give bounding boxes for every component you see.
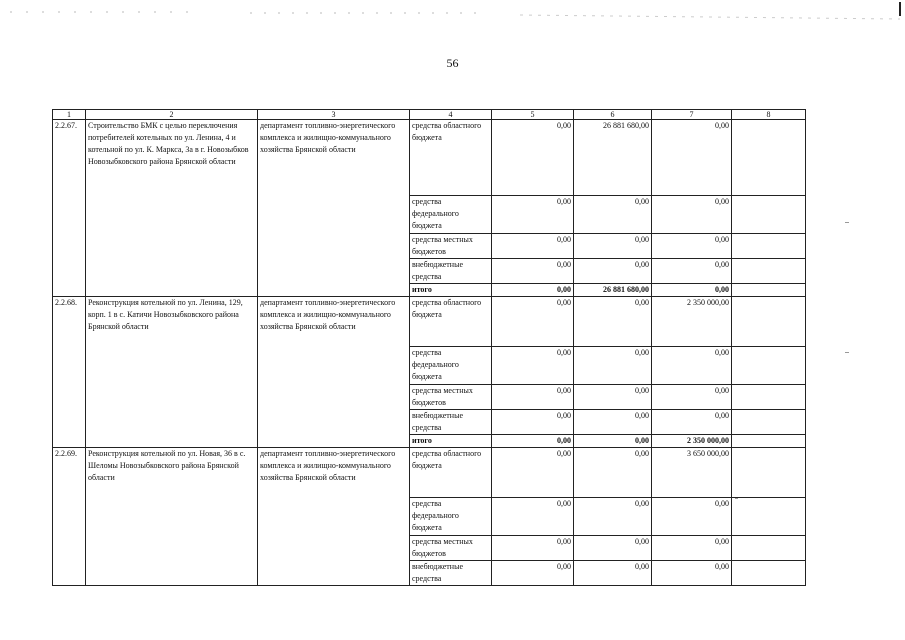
funding-source: итого [410,284,492,297]
amount-col7: 0,00 [652,385,732,410]
funding-source: средства федерального бюджета [410,347,492,385]
amount-col8 [732,234,806,259]
item-executor: департамент топливно-энергетического комплекса и жилищно-коммунального хозяйства Брянской области [258,120,410,297]
amount-col5: 0,00 [492,536,574,561]
funding-source: средства областного бюджета [410,448,492,498]
amount-col7: 0,00 [652,561,732,586]
amount-col8 [732,196,806,234]
amount-col5: 0,00 [492,196,574,234]
amount-col6: 0,00 [574,297,652,347]
funding-source: средства областного бюджета [410,120,492,196]
amount-col6: 0,00 [574,196,652,234]
amount-col7: 2 350 000,00 [652,297,732,347]
amount-col6: 26 881 680,00 [574,284,652,297]
amount-col8 [732,259,806,284]
column-header: 5 [492,110,574,120]
amount-col6: 0,00 [574,435,652,448]
item-name: Реконструкция котельной по ул. Ленина, 129, корп. 1 в с. Катичи Новозыбковского района Брянской области [86,297,258,448]
amount-col6: 0,00 [574,561,652,586]
amount-col6: 0,00 [574,234,652,259]
amount-col5: 0,00 [492,561,574,586]
column-header: 8 [732,110,806,120]
page-number: 56 [446,56,459,70]
amount-col7: 0,00 [652,536,732,561]
amount-col5: 0,00 [492,347,574,385]
column-header: 7 [652,110,732,120]
amount-col6: 0,00 [574,448,652,498]
budget-table [52,109,806,586]
amount-col6: 26 881 680,00 [574,120,652,196]
funding-source: средства областного бюджета [410,297,492,347]
amount-col5: 0,00 [492,259,574,284]
amount-col5: 0,00 [492,234,574,259]
scan-speck [845,222,849,223]
table-row [53,448,806,498]
item-executor: департамент топливно-энергетического комплекса и жилищно-коммунального хозяйства Брянской области [258,297,410,448]
scan-noise-lines [0,9,905,21]
amount-col8 [732,561,806,586]
item-name: Строительство БМК с целью переключения потребителей котельных по ул. Ленина, 4 и котельной по ул. К. Маркса, 3а в г. Новозыбков Новозыбковского района Брянской области [86,120,258,297]
item-code: 2.2.68. [53,297,86,448]
amount-col8 [732,120,806,196]
amount-col5: 0,00 [492,498,574,536]
amount-col8 [732,385,806,410]
amount-col7: 0,00 [652,196,732,234]
table-body [53,110,806,586]
amount-col8 [732,297,806,347]
amount-col5: 0,00 [492,435,574,448]
column-header: 6 [574,110,652,120]
item-code: 2.2.69. [53,448,86,586]
amount-col5: 0,00 [492,410,574,435]
amount-col5: 0,00 [492,284,574,297]
amount-col8 [732,498,806,536]
amount-col7: 0,00 [652,498,732,536]
funding-source: средства местных бюджетов [410,234,492,259]
amount-col7: 0,00 [652,410,732,435]
amount-col7: 0,00 [652,120,732,196]
column-header: 1 [53,110,86,120]
funding-source: итого [410,435,492,448]
amount-col8 [732,347,806,385]
column-header: 3 [258,110,410,120]
amount-col5: 0,00 [492,385,574,410]
scan-noise-top [0,8,905,20]
funding-source: внебюджетные средства [410,410,492,435]
amount-col6: 0,00 [574,385,652,410]
column-header: 2 [86,110,258,120]
amount-col7: 0,00 [652,284,732,297]
amount-col8 [732,284,806,297]
amount-col7: 0,00 [652,259,732,284]
amount-col8 [732,435,806,448]
amount-col7: 0,00 [652,347,732,385]
scan-edge-mark [899,2,901,16]
amount-col7: 3 650 000,00 [652,448,732,498]
amount-col8 [732,448,806,498]
amount-col6: 0,00 [574,410,652,435]
amount-col8 [732,410,806,435]
amount-col6: 0,00 [574,347,652,385]
scan-speck [845,352,849,353]
funding-source: средства местных бюджетов [410,385,492,410]
column-header: 4 [410,110,492,120]
funding-source: средства федерального бюджета [410,498,492,536]
funding-source: средства федерального бюджета [410,196,492,234]
item-name: Реконструкция котельной по ул. Новая, 36 в с. Шеломы Новозыбковского района Брянской области [86,448,258,586]
amount-col6: 0,00 [574,259,652,284]
amount-col5: 0,00 [492,448,574,498]
scan-speck [735,498,738,499]
item-code: 2.2.67. [53,120,86,297]
funding-source: внебюджетные средства [410,561,492,586]
amount-col5: 0,00 [492,120,574,196]
item-executor: департамент топливно-энергетического комплекса и жилищно-коммунального хозяйства Брянской области [258,448,410,586]
amount-col7: 2 350 000,00 [652,435,732,448]
funding-source: внебюджетные средства [410,259,492,284]
amount-col6: 0,00 [574,536,652,561]
table-row [53,120,806,196]
amount-col8 [732,536,806,561]
header-row [53,110,806,120]
amount-col6: 0,00 [574,498,652,536]
funding-source: средства местных бюджетов [410,536,492,561]
amount-col5: 0,00 [492,297,574,347]
table-row [53,297,806,347]
amount-col7: 0,00 [652,234,732,259]
